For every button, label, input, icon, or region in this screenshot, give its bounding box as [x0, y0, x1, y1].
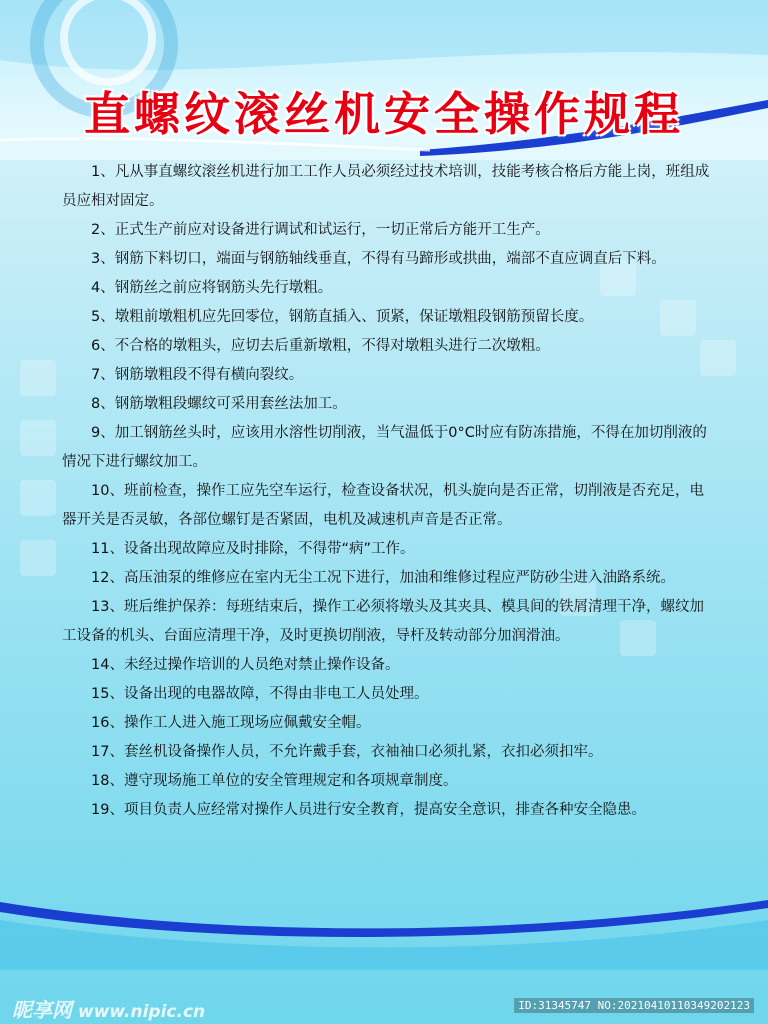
- rules-list: [62, 158, 710, 825]
- watermark-id: ID:31345747 NO:20210410110349202123: [514, 998, 754, 1013]
- decorative-square: [20, 480, 56, 516]
- decorative-square: [20, 540, 56, 576]
- decorative-square: [20, 420, 56, 456]
- rule-item: 13、班后维护保养：每班结束后，操作工必须将墩头及其夹具、模具间的铁屑清理干净，螺纹加工设备的机头、台面应清理干净，及时更换切削液，导杆及转动部分加润滑油。: [62, 599, 704, 644]
- decorative-square: [20, 360, 56, 396]
- rule-item: 10、班前检查，操作工应先空车运行，检查设备状况，机头旋向是否正常，切削液是否充足，电器开关是否灵敏，各部位螺钉是否紧固，电机及减速机声音是否正常。: [62, 483, 704, 528]
- rule-item: 6、不合格的墩粗头，应切去后重新墩粗，不得对墩粗头进行二次墩粗。: [91, 338, 550, 354]
- rule-item: 1、凡从事直螺纹滚丝机进行加工工作人员必须经过技术培训，技能考核合格后方能上岗，班组成员应相对固定。: [62, 164, 710, 209]
- rule-item: 16、操作工人进入施工现场应佩戴安全帽。: [91, 715, 371, 731]
- rule-item: 18、遵守现场施工单位的安全管理规定和各项规章制度。: [91, 773, 458, 789]
- rule-item: 2、正式生产前应对设备进行调试和试运行，一切正常后方能开工生产。: [91, 222, 550, 238]
- rule-item: 12、高压油泵的维修应在室内无尘工况下进行，加油和维修过程应严防砂尘进入油路系统。: [91, 570, 675, 586]
- rule-item: 11、设备出现故障应及时排除，不得带“病”工作。: [91, 541, 415, 557]
- rule-item: 19、项目负责人应经常对操作人员进行安全教育，提高安全意识，排查各种安全隐患。: [91, 802, 646, 818]
- rule-item: 5、墩粗前墩粗机应先回零位，钢筋直插入、顶紧，保证墩粗段钢筋预留长度。: [91, 309, 594, 325]
- rule-item: 3、钢筋下料切口，端面与钢筋轴线垂直，不得有马蹄形或拱曲，端部不直应调直后下料。: [91, 251, 666, 267]
- rule-item: 15、设备出现的电器故障，不得由非电工人员处理。: [91, 686, 429, 702]
- rule-item: 4、钢筋丝之前应将钢筋头先行墩粗。: [91, 280, 333, 296]
- watermark-logo-text: 昵享网: [12, 998, 72, 1022]
- watermark-logo: [12, 994, 205, 1023]
- rule-item: 14、未经过操作培训的人员绝对禁止操作设备。: [91, 657, 400, 673]
- rule-item: 17、套丝机设备操作人员，不允许戴手套，衣袖袖口必须扎紧，衣扣必须扣牢。: [91, 744, 603, 760]
- footer-swoosh: [0, 880, 768, 970]
- watermark-site: www.nipic.cn: [78, 1002, 206, 1022]
- rule-item: 9、加工钢筋丝头时，应该用水溶性切削液，当气温低于0°C时应有防冻措施，不得在加切削液的情况下进行螺纹加工。: [62, 425, 707, 470]
- rule-item: 8、钢筋墩粗段螺纹可采用套丝法加工。: [91, 396, 347, 412]
- rule-item: 7、钢筋墩粗段不得有横向裂纹。: [91, 367, 304, 383]
- page-title: 直螺纹滚丝机安全操作规程: [84, 87, 684, 141]
